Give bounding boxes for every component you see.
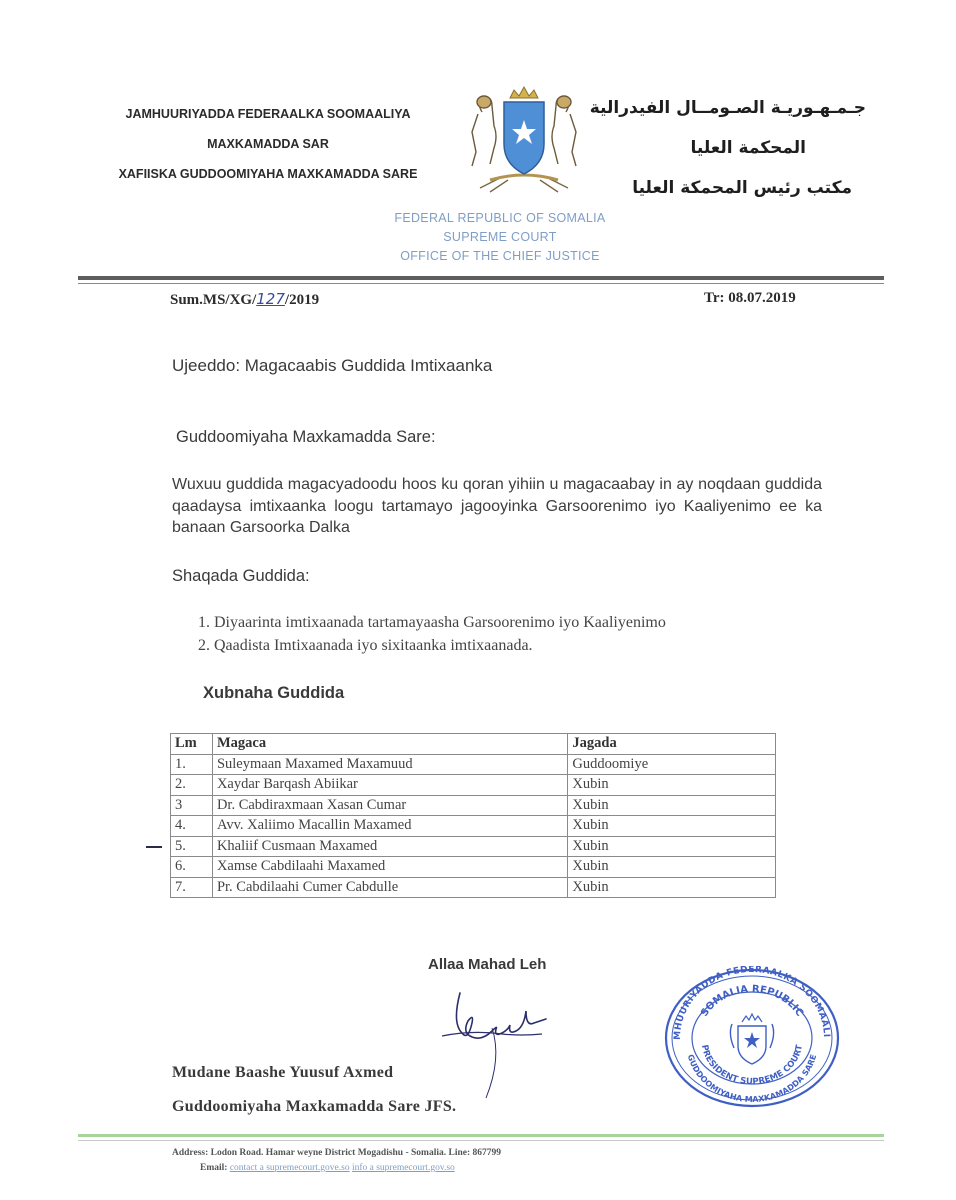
reference-number-handwritten: 127 <box>256 290 285 308</box>
table-row <box>171 877 776 898</box>
header-left-line-2: MAXKAMADDA SAR <box>207 137 329 151</box>
row-role: Xubin <box>568 795 776 816</box>
table-row <box>171 836 776 857</box>
row-number: 1. <box>171 754 213 775</box>
header-right-line-3: مكتب رئيس المحمكة العليا <box>632 178 852 198</box>
signatory-name: Mudane Baashe Yuusuf Axmed <box>172 1064 394 1081</box>
svg-text:JAMHUURIYADDA FEDERAALKA SOOMA: MHUURIYADDA FEDERAALKA SOOMAALI <box>672 966 832 1041</box>
row-name: Dr. Cabdiraxmaan Xasan Cumar <box>212 795 567 816</box>
row-name: Khaliif Cusmaan Maxamed <box>212 836 567 857</box>
header-rule-thin <box>78 283 884 284</box>
header-left-line-1: JAMHUURIYADDA FEDERAALKA SOOMAALIYA <box>125 107 411 121</box>
table-row <box>171 795 776 816</box>
header-left-block <box>88 104 448 194</box>
subject-line: Ujeeddo: Magacaabis Guddida Imtixaanka <box>172 356 493 375</box>
header-right-line-1: جـمـهـوريـة الصـومــال الفيدرالية <box>589 98 866 118</box>
column-header-role: Jagada <box>568 734 776 755</box>
row-name: Xaydar Barqash Abiikar <box>212 775 567 796</box>
row-number: 6. <box>171 857 213 878</box>
salutation: Guddoomiyaha Maxkamadda Sare: <box>176 428 436 446</box>
header-right-block <box>560 96 866 216</box>
header-right-line-2: المحكمة العليا <box>690 138 806 158</box>
row-role: Xubin <box>568 836 776 857</box>
svg-text:PRESIDENT SUPREME COURT: PRESIDENT SUPREME COURT <box>699 1044 805 1088</box>
column-header-name: Magaca <box>212 734 567 755</box>
email-link-info[interactable]: info a supremecourt.gov.so <box>351 1163 455 1173</box>
header-english-block <box>380 211 620 268</box>
row-role: Xubin <box>568 816 776 837</box>
official-stamp <box>662 966 842 1110</box>
list-item: 1. Diyaarinta imtixaanada tartamayaasha Garsoorenimo iyo Kaaliyenimo <box>198 614 666 631</box>
header-english-line-3: OFFICE OF THE CHIEF JUSTICE <box>400 249 600 263</box>
table-row <box>171 754 776 775</box>
row-name: Avv. Xaliimo Macallin Maxamed <box>212 816 567 837</box>
row-role: Guddoomiye <box>568 754 776 775</box>
footer-rule <box>78 1134 884 1137</box>
list-item: 2. Qaadista Imtixaanada iyo sixitaanka imtixaanada. <box>198 637 533 654</box>
members-heading: Xubnaha Guddida <box>203 684 345 702</box>
header-english-line-1: FEDERAL REPUBLIC OF SOMALIA <box>394 211 606 225</box>
margin-pen-mark <box>146 846 162 848</box>
row-name: Suleymaan Maxamed Maxamuud <box>212 754 567 775</box>
reference-date: Tr: 08.07.2019 <box>704 290 796 306</box>
table-row <box>171 816 776 837</box>
header-english-line-2: SUPREME COURT <box>443 230 557 244</box>
table-header-row <box>171 734 776 755</box>
row-number: 3 <box>171 795 213 816</box>
members-table <box>170 733 776 898</box>
svg-text:SOMALIA REPUBLIC: SOMALIA REPUBLIC <box>699 983 805 1019</box>
body-paragraph: Wuxuu guddida magacyadoodu hoos ku qoran yihiin u magacaabay in ay noqdaan guddida qaadaysa imtixaanka loogu tartamayo jagooyinka Garsoorenimo iyo Kaaliyenimo ee ka banaan Garsoorka Dalka <box>172 476 822 536</box>
row-role: Xubin <box>568 775 776 796</box>
closing-line: Allaa Mahad Leh <box>428 956 547 973</box>
duties-heading: Shaqada Guddida: <box>172 567 310 585</box>
signatory-title: Guddoomiyaha Maxkamadda Sare JFS. <box>172 1098 457 1115</box>
row-name: Pr. Cabdilaahi Cumer Cabdulle <box>212 877 567 898</box>
email-link-contact[interactable]: contact a supremecourt.gove.so <box>229 1163 350 1173</box>
header-rule-thick <box>78 276 884 280</box>
duties-list <box>198 614 838 660</box>
footer-email-label: Email: <box>200 1163 228 1173</box>
svg-text:GUDDOOMIYAHA MAXKAMADDA SARE: GUDDOOMIYAHA MAXKAMADDA SARE <box>685 1053 819 1105</box>
footer-rule-thin <box>78 1140 884 1141</box>
reference-number <box>170 290 319 309</box>
row-number: 7. <box>171 877 213 898</box>
footer-address: Address: Lodon Road. Hamar weyne District Mogadishu - Somalia. Line: 867799 <box>172 1148 501 1158</box>
row-number: 5. <box>171 836 213 857</box>
reference-number-prefix: Sum.MS/XG/ <box>170 292 257 308</box>
row-number: 4. <box>171 816 213 837</box>
row-number: 2. <box>171 775 213 796</box>
row-role: Xubin <box>568 857 776 878</box>
header-left-line-3: XAFIISKA GUDDOOMIYAHA MAXKAMADDA SARE <box>118 167 418 181</box>
column-header-number: Lm <box>171 734 213 755</box>
table-row <box>171 857 776 878</box>
reference-number-suffix: /2019 <box>284 292 320 308</box>
handwritten-signature <box>432 988 562 1108</box>
row-name: Xamse Cabdilaahi Maxamed <box>212 857 567 878</box>
row-role: Xubin <box>568 877 776 898</box>
footer-email-line <box>200 1163 455 1173</box>
table-row <box>171 775 776 796</box>
